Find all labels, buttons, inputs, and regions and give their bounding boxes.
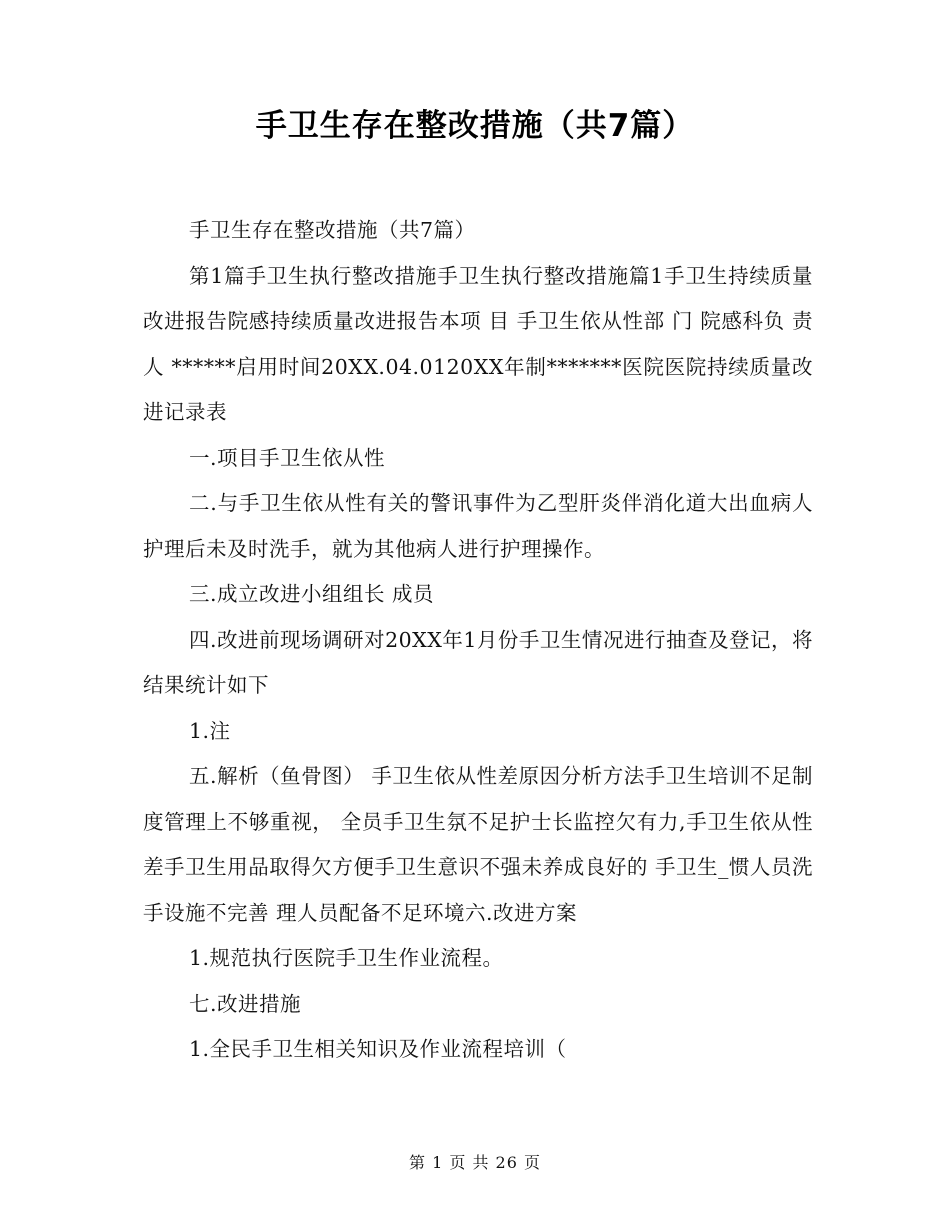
document-title: 手卫生存在整改措施（共7篇） <box>255 108 695 144</box>
paragraph: 七.改进措施 <box>189 991 302 1016</box>
paragraph: 1.规范执行医院手卫生作业流程。 <box>189 946 504 970</box>
paragraph: 三.成立改进小组组长 成员 <box>189 582 435 606</box>
paragraph: 手卫生存在整改措施（共7篇） <box>189 218 476 242</box>
paragraph: 一.项目手卫生依从性 <box>189 445 386 470</box>
paragraph: 四.改进前现场调研对20XX年1月份手卫生情况进行抽查及登记，将结果统计如下 <box>143 627 813 697</box>
document-body <box>143 208 813 1073</box>
paragraph: 1.注 <box>189 718 231 743</box>
paragraph: 二.与手卫生依从性有关的警讯事件为乙型肝炎伴消化道大出血病人护理后未及时洗手，就为其他病人进行护理操作。 <box>143 491 813 561</box>
paragraph: 1.全民手卫生相关知识及作业流程培训（ <box>189 1037 567 1061</box>
page-footer: 第 1 页 共 26 页 <box>409 1153 541 1172</box>
paragraph: 五.解析（鱼骨图） 手卫生依从性差原因分析方法手卫生培训不足制度管理上不够重视， 全员手卫生氛不足护士长监控欠有力,手卫生依从性差手卫生用品取得欠方便手卫生意识不强未养成良好的 手卫生_惯人员洗手设施不完善 理人员配备不足环境六.改进方案 <box>143 764 813 925</box>
paragraph: 第1篇手卫生执行整改措施手卫生执行整改措施篇1手卫生持续质量改进报告院感持续质量改进报告本项 目 手卫生依从性部 门 院感科负 责 人 ******启用时间20XX.04.0120XX年制*******医院医院持续质量改进记录表 <box>143 263 813 424</box>
